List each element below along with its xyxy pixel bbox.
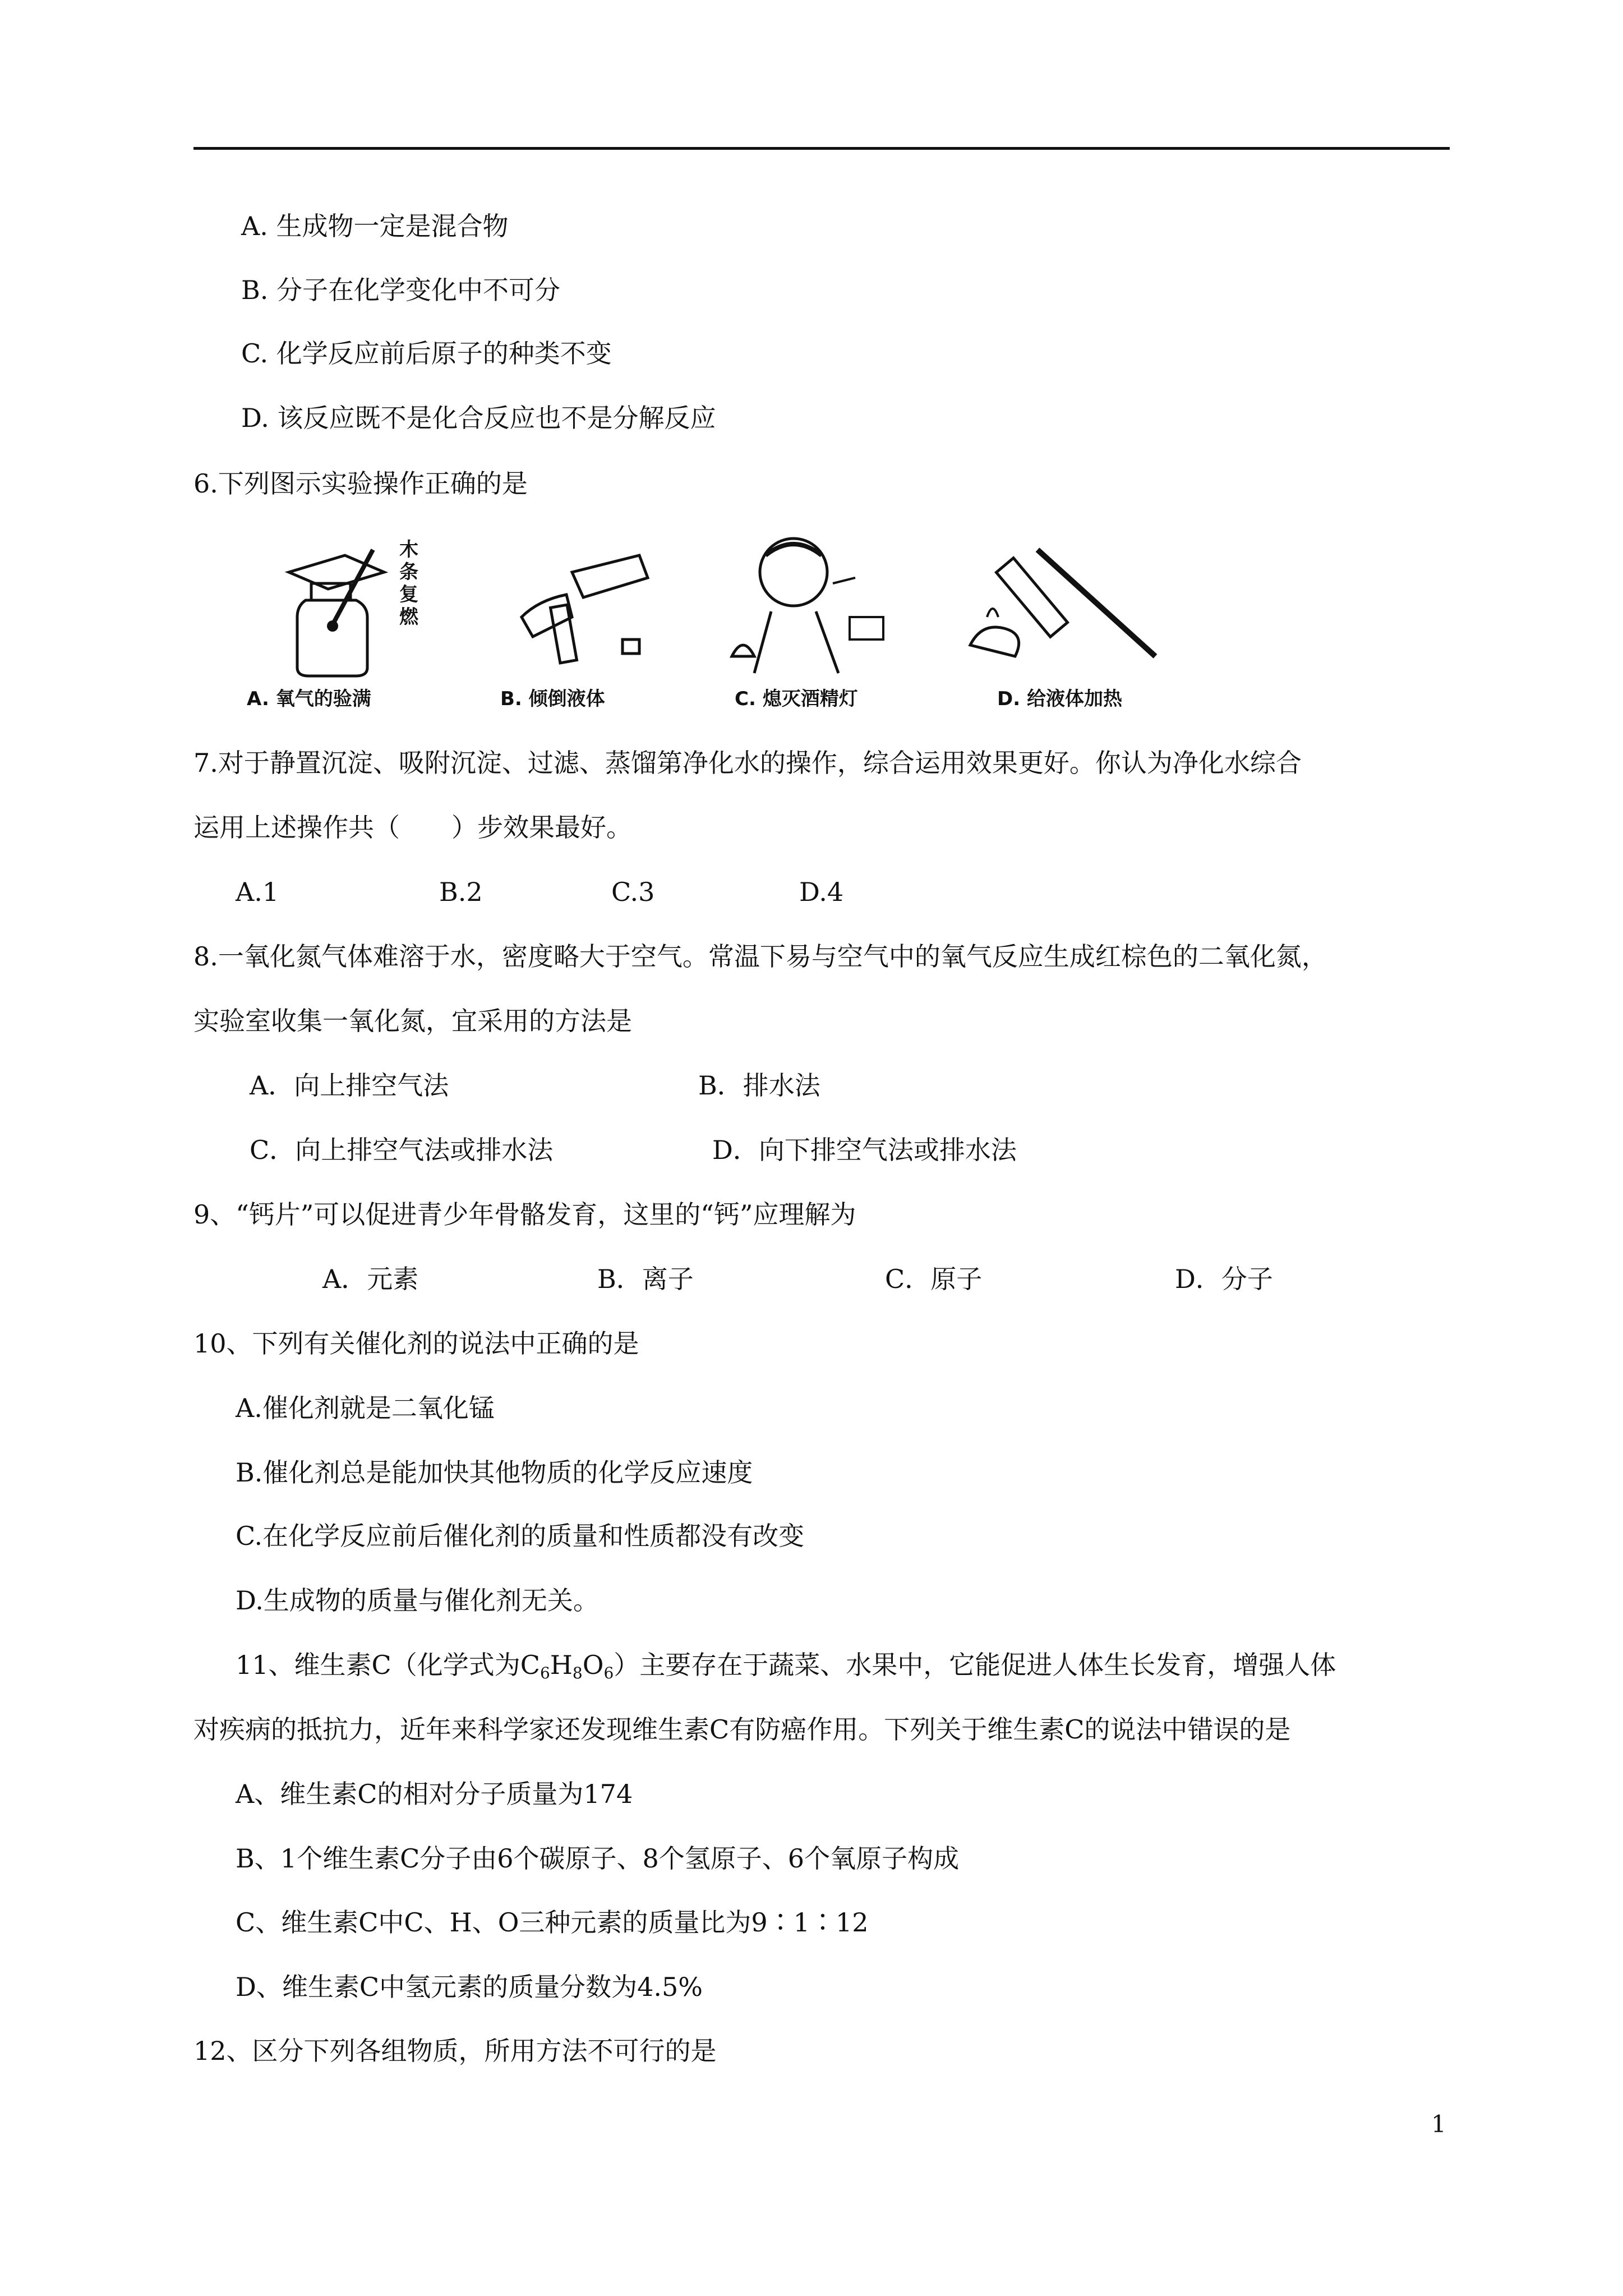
q6-caption-d: D. 给液体加热 xyxy=(997,688,1122,710)
q11-formula: $C_6H_8O_6$ xyxy=(520,1650,614,1682)
q11-option-d: D、维生素C中氢元素的质量分数为4.5% xyxy=(236,1972,703,2002)
q6-caption-a: A. 氧气的验满 xyxy=(247,688,371,710)
q7-line-1: 7.对于静置沉淀、吸附沉淀、过滤、蒸馏第净化水的操作，综合运用效果更好。你认为净化水综合 xyxy=(193,748,1302,778)
q6-stem: 6.下列图示实验操作正确的是 xyxy=(193,468,528,499)
q10-option-a: A.催化剂就是二氧化锰 xyxy=(236,1393,495,1423)
figure-b-pouring-liquid xyxy=(488,539,656,679)
q11-line-1-pre: 11、维生素C（化学式为 xyxy=(236,1650,520,1680)
q9-option-a: A．元素 xyxy=(322,1264,419,1294)
q11-line-2: 对疾病的抵抗力，近年来科学家还发现维生素C有防癌作用。下列关于维生素C的说法中错误的是 xyxy=(193,1714,1291,1745)
q10-option-b: B.催化剂总是能加快其他物质的化学反应速度 xyxy=(236,1457,753,1488)
q7-option-a: A.1 xyxy=(236,877,279,907)
figure-a-label: 木条复燃 xyxy=(399,539,418,628)
q8-option-d: D．向下排空气法或排水法 xyxy=(712,1135,1017,1165)
q5-option-a: A. 生成物一定是混合物 xyxy=(241,211,509,241)
q8-option-a: A．向上排空气法 xyxy=(250,1070,449,1101)
q10-option-d: D.生成物的质量与催化剂无关。 xyxy=(236,1585,599,1616)
q10-option-c: C.在化学反应前后催化剂的质量和性质都没有改变 xyxy=(236,1521,805,1551)
q7-line-2: 运用上述操作共（ ）步效果最好。 xyxy=(193,812,632,843)
q11-option-b: B、1个维生素C分子由6个碳原子、8个氢原子、6个氧原子构成 xyxy=(236,1843,960,1874)
q9-option-c: C．原子 xyxy=(885,1264,983,1294)
q8-option-c: C．向上排空气法或排水法 xyxy=(250,1135,554,1165)
q10-stem: 10、下列有关催化剂的说法中正确的是 xyxy=(193,1328,639,1359)
q8-line-1: 8.一氧化氮气体难溶于水，密度略大于空气。常温下易与空气中的氧气反应生成红棕色的二氧化氮， xyxy=(193,941,1327,972)
q11-line-1 xyxy=(236,1648,1336,1690)
q11-option-c: C、维生素C中C、H、O三种元素的质量比为9∶1∶12 xyxy=(236,1907,869,1938)
q11-line-1-post: ）主要存在于蔬菜、水果中，它能促进人体生长发育，增强人体 xyxy=(614,1650,1336,1680)
q8-option-b: B．排水法 xyxy=(698,1070,820,1101)
q12-stem: 12、区分下列各组物质，所用方法不可行的是 xyxy=(193,2036,717,2066)
q5-option-c: C. 化学反应前后原子的种类不变 xyxy=(241,338,612,369)
figure-c-extinguishing-lamp xyxy=(721,533,900,679)
q7-option-c: C.3 xyxy=(611,877,655,907)
q9-option-b: B．离子 xyxy=(597,1264,694,1294)
figure-d-heating-liquid xyxy=(948,533,1172,679)
header-rule xyxy=(193,147,1450,150)
q5-option-b: B. 分子在化学变化中不可分 xyxy=(241,275,561,305)
q8-line-2: 实验室收集一氧化氮，宜采用的方法是 xyxy=(193,1006,632,1036)
q6-caption-b: B. 倾倒液体 xyxy=(500,688,605,710)
q9-stem: 9、“钙片”可以促进青少年骨骼发育，这里的“钙”应理解为 xyxy=(193,1199,856,1230)
q9-option-d: D．分子 xyxy=(1175,1264,1273,1294)
q11-option-a: A、维生素C的相对分子质量为174 xyxy=(236,1779,633,1809)
q7-option-b: B.2 xyxy=(439,877,483,907)
page-number: 1 xyxy=(1431,2110,1446,2138)
q6-caption-c: C. 熄灭酒精灯 xyxy=(735,688,858,710)
q7-option-d: D.4 xyxy=(799,877,844,907)
q5-option-d: D. 该反应既不是化合反应也不是分解反应 xyxy=(241,403,716,433)
